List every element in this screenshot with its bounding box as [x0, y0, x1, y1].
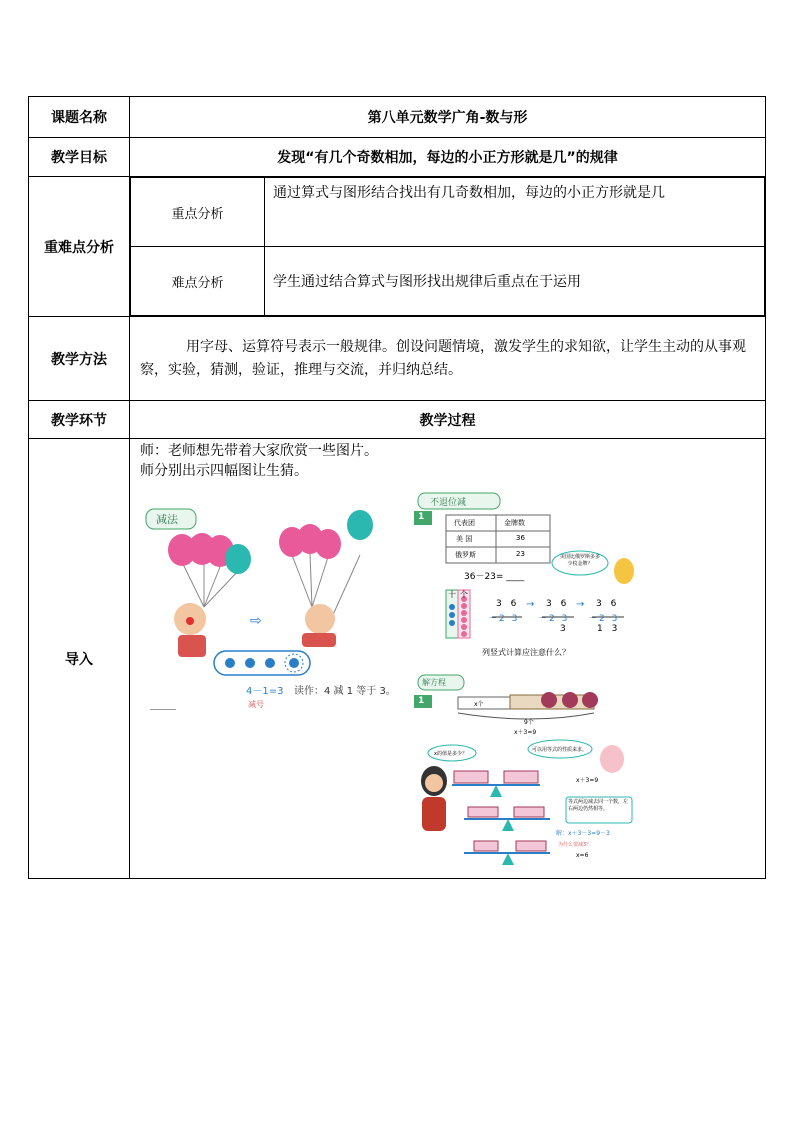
step-arrow-icon: → — [526, 599, 535, 610]
title-label: 课题名称 — [29, 97, 130, 138]
title-value: 第八单元数学广角-数与形 — [130, 97, 766, 138]
clown-right-illustration — [279, 510, 373, 647]
step-arrow-icon: → — [576, 599, 585, 610]
intro-cell — [130, 439, 766, 879]
mascot-illustration — [600, 745, 624, 773]
rule-box-text: 等式两边减去同一个数，左右两边仍然相等。 — [568, 799, 629, 812]
clown-face — [305, 604, 335, 634]
subtraction-tag: 减法 — [156, 513, 178, 526]
goal-label: 教学目标 — [29, 138, 130, 177]
place-ones-header: 个 — [460, 590, 468, 599]
teacher-illustration — [421, 766, 447, 831]
focus-label: 重难点分析 — [29, 177, 130, 317]
method-value: 用字母、运算符号表示一般规律。创设问题情境，激发学生的求知欲，让学生主动的从事观察，实验，猜测，验证，推理与交流，并归纳总结。 — [140, 338, 746, 378]
equation-number: 1 — [418, 696, 425, 706]
step-2-result: 3 — [560, 624, 566, 634]
medal-header-2: 金牌数 — [504, 519, 525, 527]
no-borrow-tag: 不退位减 — [430, 498, 467, 508]
bubble-text: 美国比俄罗斯多多少枚金牌？ — [559, 554, 600, 567]
step-2-top: 3 6 — [546, 599, 570, 609]
unknown-bar-label: x个 — [474, 701, 484, 708]
intro-label: 导入 — [29, 439, 130, 879]
unknown-bar — [458, 697, 510, 709]
arrow-icon: ⇨ — [250, 613, 262, 629]
goal-value: 发现“有几个奇数相加，每边的小正方形就是几”的规律 — [130, 138, 766, 177]
no-borrow-equation: 36－23= ____ — [464, 572, 525, 582]
answer-line: x=6 — [576, 852, 589, 859]
method-cell — [130, 317, 766, 401]
balance-scale-2 — [464, 807, 550, 831]
focus-cell — [130, 177, 766, 317]
balance-scale-3 — [464, 841, 550, 865]
equation-line-1: x＋3=9 — [514, 729, 537, 736]
place-tens-header: 十 — [448, 590, 456, 599]
step-3-result: 1 3 — [597, 624, 621, 634]
no-borrow-question: 列竖式计算应注意什么？ — [482, 648, 570, 657]
process-label: 教学环节 — [29, 401, 130, 439]
focus-inner-table — [130, 177, 765, 316]
subtraction-figure — [142, 507, 392, 683]
key-point-label: 重点分析 — [131, 178, 265, 247]
difficulty-label: 难点分析 — [131, 247, 265, 316]
clown-left-illustration — [168, 533, 251, 657]
step-3-bottom: －2 3 — [588, 614, 620, 624]
right-bubble-text: 可以用等式的性质来求。 — [532, 747, 588, 753]
equation-figure — [412, 671, 644, 877]
no-borrow-figure — [412, 487, 642, 669]
brace-label: 9个 — [524, 719, 534, 726]
subtraction-equation: 4－1=3 — [246, 686, 284, 697]
balloon-icon — [315, 529, 341, 559]
intro-line-2: 师分别出示四幅图让生猜。 — [140, 463, 308, 479]
step-1-bottom: －2 3 — [488, 614, 520, 624]
step-3-top: 3 6 — [596, 599, 620, 609]
medal-row-1-count: 36 — [516, 534, 525, 542]
key-point-value: 通过算式与图形结合找出有几奇数相加，每边的小正方形就是几 — [265, 178, 765, 247]
balance-scale-1 — [452, 771, 540, 797]
lesson-plan-table — [28, 96, 766, 879]
divider-line — [150, 709, 176, 710]
medal-row-1-country: 美 国 — [456, 535, 473, 543]
subtraction-reading: 读作：4 减 1 等于 3。 — [294, 686, 396, 697]
step-2-bottom: －2 3 — [538, 614, 570, 624]
no-borrow-number: 1 — [418, 512, 425, 522]
why-question: 为什么要减3？ — [558, 842, 592, 848]
step-1-top: 3 6 — [496, 599, 520, 609]
balloon-icon — [347, 510, 373, 540]
medal-header-1: 代表团 — [454, 519, 475, 527]
process-value: 教学过程 — [130, 401, 766, 439]
balloon-icon — [225, 544, 251, 574]
equation-tag: 解方程 — [422, 678, 446, 687]
method-label: 教学方法 — [29, 317, 130, 401]
medal-row-2-country: 俄罗斯 — [455, 551, 476, 559]
intro-line-1: 师：老师想先带着大家欣赏一些图片。 — [140, 443, 378, 459]
medal-row-2-count: 23 — [516, 550, 525, 558]
solve-line: 解：x＋3－3=9－3 — [556, 830, 610, 837]
difficulty-value: 学生通过结合算式与图形找出规律后重点在于运用 — [265, 247, 765, 316]
equation-line-2: x＋3=9 — [576, 777, 599, 784]
minus-sign-note: 减号 — [248, 700, 264, 709]
mascot-illustration — [614, 558, 634, 584]
left-bubble-text: x的值是多少？ — [434, 751, 467, 757]
